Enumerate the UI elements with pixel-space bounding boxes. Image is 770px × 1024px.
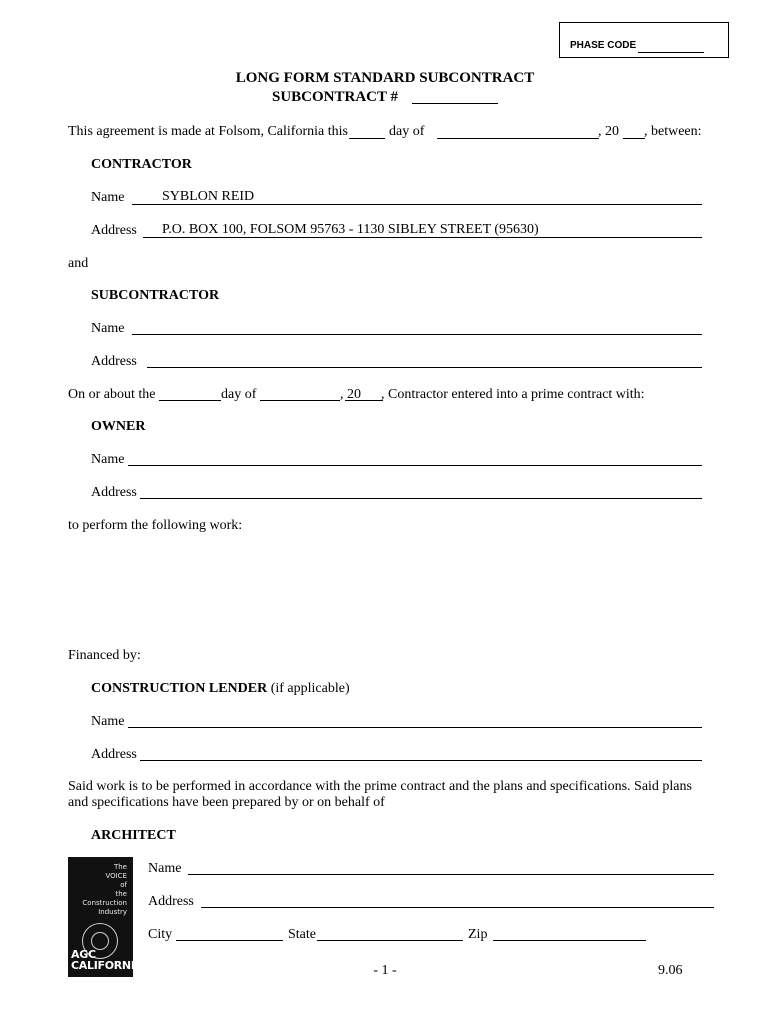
agreement-intro: This agreement is made at Folsom, California this — [68, 124, 348, 139]
prime-contract-comma: , — [340, 387, 344, 402]
owner-heading: OWNER — [91, 419, 146, 434]
architect-state-field[interactable] — [317, 940, 463, 941]
prime-contract-year-value: 20 — [347, 387, 361, 402]
prime-contract-day-of: day of — [221, 387, 257, 402]
architect-city-field[interactable] — [176, 940, 283, 941]
agreement-day-field[interactable] — [349, 138, 385, 139]
prime-contract-intro: On or about the — [68, 387, 156, 402]
lender-qualifier: (if applicable) — [267, 681, 350, 696]
subcontractor-name-label: Name — [91, 321, 125, 336]
architect-state-label: State — [288, 927, 316, 942]
contractor-heading: CONTRACTOR — [91, 157, 192, 172]
subcontract-number-label: SUBCONTRACT # — [272, 89, 398, 105]
lender-name-label: Name — [91, 714, 125, 729]
subcontractor-address-field[interactable] — [147, 367, 702, 368]
lender-name-field[interactable] — [128, 727, 702, 728]
agreement-year-field[interactable] — [623, 138, 645, 139]
agreement-month-field[interactable] — [437, 138, 599, 139]
agreement-day-of: day of — [389, 124, 425, 139]
owner-name-field[interactable] — [128, 465, 702, 466]
contractor-address-label: Address — [91, 223, 137, 238]
architect-zip-label: Zip — [468, 927, 488, 942]
contractor-address-field[interactable] — [143, 237, 702, 238]
document-title: LONG FORM STANDARD SUBCONTRACT — [235, 70, 535, 86]
architect-zip-field[interactable] — [493, 940, 646, 941]
architect-address-label: Address — [148, 894, 194, 909]
architect-city-label: City — [148, 927, 173, 942]
agreement-year-prefix: , 20 — [598, 124, 619, 139]
contractor-address-value: P.O. BOX 100, FOLSOM 95763 - 1130 SIBLEY STREET (95630) — [162, 222, 539, 237]
prime-contract-day-field[interactable] — [159, 400, 221, 401]
owner-name-label: Name — [91, 452, 125, 467]
architect-name-field[interactable] — [188, 874, 714, 875]
architect-heading: ARCHITECT — [91, 828, 176, 843]
contractor-name-value: SYBLON REID — [162, 189, 255, 204]
architect-name-label: Name — [148, 861, 182, 876]
agc-california-logo — [68, 857, 143, 977]
architect-address-field[interactable] — [201, 907, 714, 908]
subcontract-number-field[interactable] — [412, 103, 498, 104]
owner-address-label: Address — [91, 485, 137, 500]
phase-code-label: PHASE CODE — [570, 40, 637, 51]
phase-code-field[interactable] — [638, 52, 704, 53]
subcontractor-heading: SUBCONTRACTOR — [91, 288, 220, 303]
lender-address-label: Address — [91, 747, 137, 762]
page-number: - 1 - — [373, 963, 397, 978]
plans-text-line1: Said work is to be performed in accordance with the prime contract and the plans and specifications. Said plans — [68, 779, 692, 794]
lender-heading: CONSTRUCTION LENDER — [91, 681, 268, 696]
and-label: and — [68, 256, 89, 271]
prime-contract-tail: , Contractor entered into a prime contract with: — [381, 387, 645, 402]
prime-contract-month-field[interactable] — [260, 400, 340, 401]
subcontractor-address-label: Address — [91, 354, 137, 369]
lender-address-field[interactable] — [140, 760, 702, 761]
contractor-name-label: Name — [91, 190, 125, 205]
agc-tagline: The VOICE of the Construction Industry — [82, 863, 127, 916]
agreement-between: , between: — [644, 124, 702, 139]
agc-logo-text: AGC CALIFORNIA — [71, 948, 143, 972]
lender-heading-line — [91, 681, 350, 697]
contractor-name-field[interactable] — [132, 204, 702, 205]
work-label: to perform the following work: — [68, 518, 243, 533]
subcontractor-name-field[interactable] — [132, 334, 702, 335]
financed-label: Financed by: — [68, 648, 141, 663]
phase-code-box — [559, 22, 729, 58]
owner-address-field[interactable] — [140, 498, 702, 499]
form-version: 9.06 — [658, 963, 683, 978]
plans-text-line2: and specifications have been prepared by or on behalf of — [68, 795, 385, 810]
